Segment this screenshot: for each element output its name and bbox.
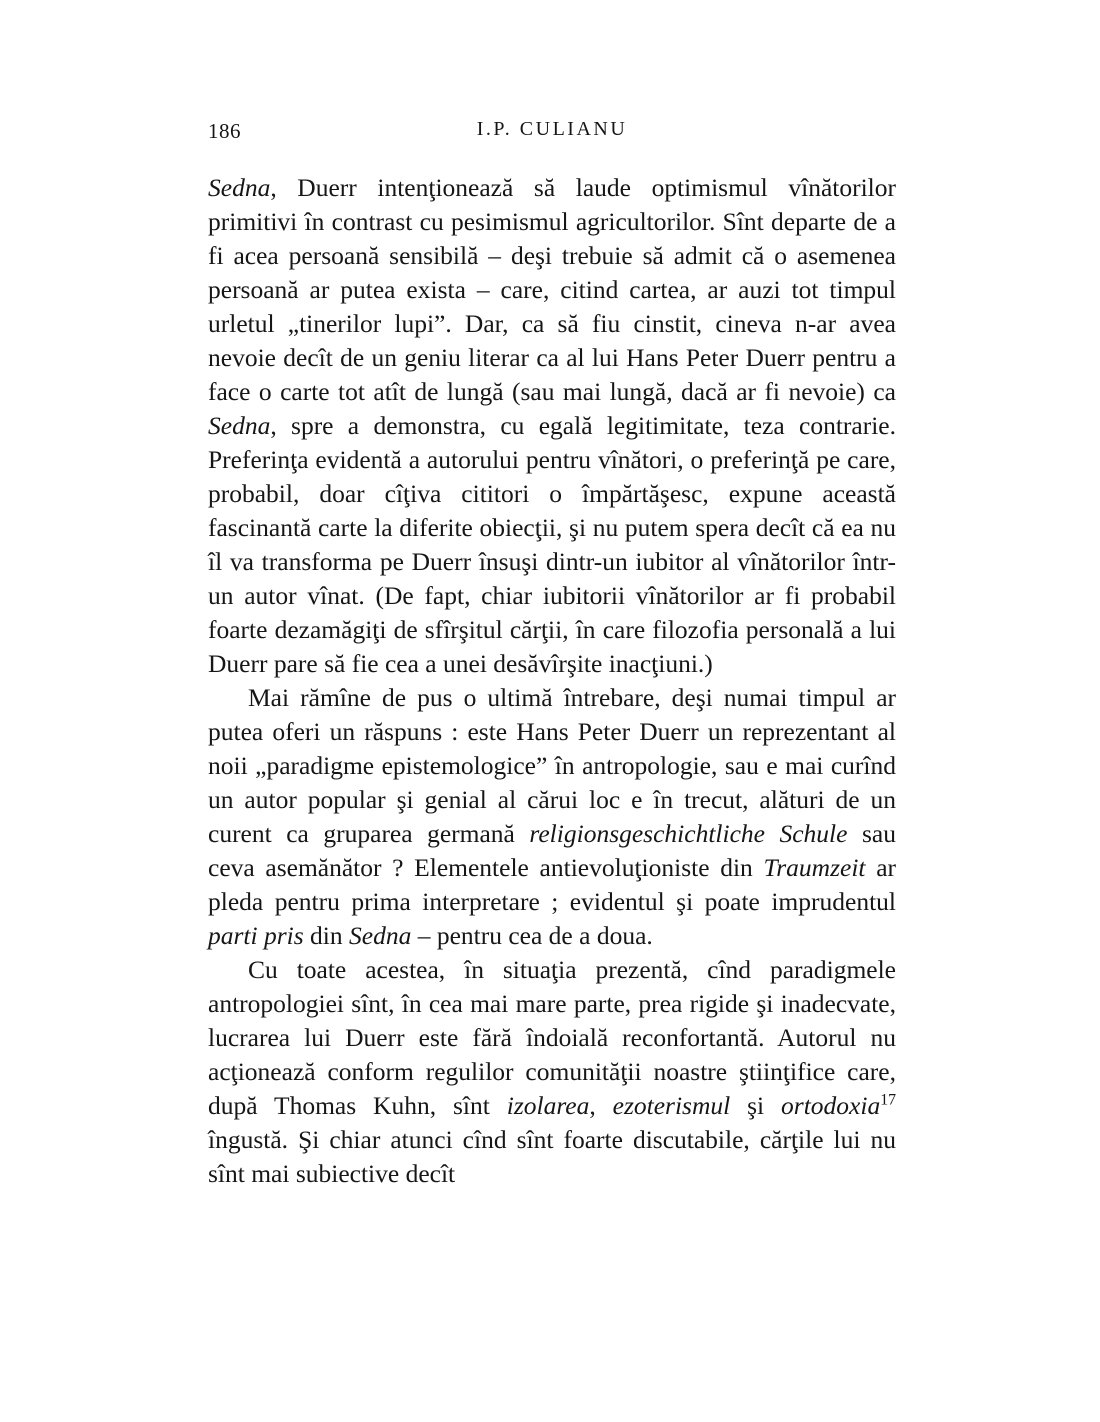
italic-run: ortodoxia bbox=[781, 1091, 881, 1120]
text-run: îngustă. Şi chiar atunci cînd sînt foarte discutabile, cărţile lui nu sînt mai subiective decît bbox=[208, 1125, 896, 1188]
italic-run: religionsgeschichtliche Schule bbox=[529, 819, 848, 848]
text-run: – pentru cea de a doua. bbox=[411, 921, 653, 950]
italic-run: parti pris bbox=[208, 921, 304, 950]
text-run: şi bbox=[730, 1091, 782, 1120]
italic-run: Sedna bbox=[208, 411, 271, 440]
paragraph bbox=[208, 681, 896, 953]
text-run: Cu toate acestea, în situaţia prezentă, cînd paradigmele antropologiei sînt, în cea mai mare parte, prea rigide şi inadecvate, lucrarea lui Duerr este fără îndoială reconfortantă. Autorul nu acţionează conform regulilor comunităţii noastre ştiinţifice care, după Thomas Kuhn, sînt bbox=[208, 955, 896, 1120]
paragraph bbox=[208, 953, 896, 1191]
text-run: , Duerr intenţionează să laude optimismul vînătorilor primitivi în contrast cu pesimismul agricultorilor. Sînt departe de a fi acea persoană sensibilă – deşi trebuie să admit că o asemenea persoană ar putea exista – care, citind cartea, ar auzi tot timpul urletul „tinerilor lupi”. Dar, ca să fiu cinstit, cineva n-ar avea nevoie decît de un geniu literar ca al lui Hans Peter Duerr pentru a face o carte tot atît de lungă (sau mai lungă, dacă ar fi nevoie) ca bbox=[208, 173, 896, 406]
paragraph bbox=[208, 171, 896, 681]
footnote-reference: 17 bbox=[880, 1091, 897, 1109]
text-run: din bbox=[303, 921, 349, 950]
text-run: sau ceva asemănător ? Elementele antievoluţioniste din bbox=[208, 819, 896, 882]
page-number: 186 bbox=[208, 119, 241, 143]
italic-run: Sedna bbox=[349, 921, 412, 950]
italic-run: Sedna bbox=[208, 173, 271, 202]
italic-run: izolarea bbox=[506, 1091, 590, 1120]
page-body bbox=[208, 171, 896, 1191]
running-header: I.P. CULIANU bbox=[476, 118, 628, 140]
italic-run: Traumzeit bbox=[763, 853, 866, 882]
text-run: ar pleda pentru prima interpretare ; evidentul şi poate imprudentul bbox=[208, 853, 897, 916]
text-run: , bbox=[589, 1091, 613, 1120]
text-run: Mai rămîne de pus o ultimă întrebare, deşi numai timpul ar putea oferi un răspuns : este Hans Peter Duerr un reprezentant al noii „paradigme epistemologice” în antropologie, sau e mai curînd un autor popular şi genial al cărui loc e în trecut, alături de un curent ca gruparea germană bbox=[208, 683, 896, 848]
italic-run: ezoterismul bbox=[612, 1091, 731, 1120]
page-header bbox=[208, 118, 896, 148]
text-run: , spre a demonstra, cu egală legitimitate, teza contrarie. Preferinţa evidentă a autorului pentru vînători, o preferinţă pe care, probabil, doar cîţiva cititori o împărtăşesc, expune această fascinantă carte la diferite obiecţii, şi nu putem spera decît că ea nu îl va transforma pe Duerr însuşi dintr-un iubitor al vînătorilor într-un autor vînat. (De fapt, chiar iubitorii vînătorilor ar fi probabil foarte dezamăgiţi de sfîrşitul cărţii, în care filozofia personală a lui Duerr pare să fie cea a unei desăvîrşite inacţiuni.) bbox=[208, 411, 896, 678]
